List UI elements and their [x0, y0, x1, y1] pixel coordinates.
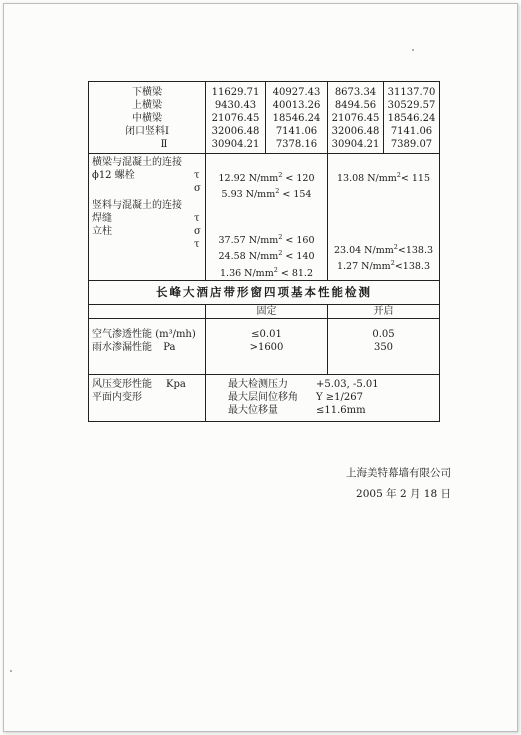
member-value: 40927.43: [272, 87, 321, 98]
stress-symbol: τ: [194, 213, 200, 224]
unit-exponent: 2: [278, 171, 283, 179]
wind-label: 风压变形性能: [92, 378, 152, 390]
members-col-4: [384, 82, 440, 154]
member-value: 11629.71: [211, 87, 260, 98]
member-value: 32006.48: [211, 126, 260, 137]
air-unit: (m³/mh): [155, 328, 196, 340]
unit-exponent: 2: [273, 265, 278, 274]
member-value: 21076.45: [211, 113, 260, 124]
member-value: 7378.16: [275, 139, 318, 150]
stress-limit: < 115: [400, 173, 430, 185]
connection-label: 竖料与混凝土的连接: [92, 200, 182, 211]
stress-limit: <138.3: [397, 245, 434, 257]
member-value: 32006.48: [331, 126, 380, 137]
inplane-label: 平面内变形: [92, 391, 142, 403]
connection-label: 焊缝: [92, 213, 112, 224]
performance-title: 长峰大酒店带形窗四项基本性能检测: [89, 280, 440, 304]
stress-limit: < 160: [282, 235, 315, 247]
speck: [10, 670, 12, 672]
member-value: 7141.06: [390, 126, 433, 137]
wind-unit: Kpa: [166, 378, 186, 390]
air-water-fixed: [206, 318, 328, 374]
member-value: 7141.06: [275, 126, 318, 137]
air-water-row: [89, 318, 440, 374]
wind-metric: 最大层间位移角: [228, 391, 298, 403]
stress-value: 13.08 N/mm: [336, 173, 397, 185]
member-value: 31137.70: [387, 87, 436, 98]
performance-header-row: [89, 304, 440, 318]
connection-label: ϕ12 螺栓: [92, 170, 135, 181]
stress-symbol: σ: [194, 226, 201, 237]
stress-symbol: τ: [194, 170, 200, 181]
air-water-labels: [89, 318, 206, 374]
member-value: 30904.21: [331, 139, 380, 150]
wind-labels: [89, 374, 206, 421]
signature-block: [331, 463, 451, 505]
stress-limit: < 154: [279, 189, 312, 201]
member-value: 8673.34: [334, 87, 377, 98]
fixed-water-value: >1600: [249, 341, 284, 353]
member-value: 18546.24: [272, 113, 321, 124]
performance-title-row: [89, 280, 440, 304]
member-label: Ⅱ: [160, 139, 168, 150]
wind-value: Y ≥1/267: [316, 391, 363, 403]
stress-symbol: σ: [194, 183, 201, 194]
header-fixed: 固定: [206, 304, 328, 318]
wind-value: ≤11.6mm: [316, 404, 366, 416]
member-value: 9430.43: [214, 100, 257, 111]
stress-limit: < 140: [282, 251, 315, 263]
connection-label: 立柱: [92, 226, 112, 237]
wind-metric: 最大位移量: [228, 404, 278, 416]
member-label: 上横梁: [132, 100, 162, 111]
unit-exponent: 2: [393, 243, 398, 252]
signature-date: 2005 年 2 月 18 日: [356, 488, 451, 500]
stress-value: 1.36 N/mm: [220, 267, 274, 279]
connections-fixed: [206, 154, 328, 281]
wind-row: [89, 374, 440, 421]
member-label: 下横梁: [132, 87, 162, 98]
unit-exponent: 2: [396, 171, 401, 179]
member-value: 8494.56: [334, 100, 377, 111]
member-label: 中横梁: [132, 113, 162, 124]
stress-limit: < 81.2: [277, 267, 313, 279]
water-label: 雨水渗漏性能: [92, 341, 152, 353]
members-col-3: [328, 82, 384, 154]
members-col-1: [206, 82, 266, 154]
wind-metric: 最大检测压力: [228, 378, 288, 390]
connection-label: 横梁与混凝土的连接: [92, 157, 182, 168]
member-value: 18546.24: [387, 113, 436, 124]
header-open: 开启: [328, 304, 440, 318]
member-value: 40013.26: [272, 100, 321, 111]
water-unit: Pa: [163, 341, 176, 353]
stress-limit: <138.3: [394, 261, 430, 273]
member-value: 30529.57: [387, 100, 436, 111]
stress-value: 5.93 N/mm: [221, 189, 276, 201]
members-section: [89, 82, 440, 154]
unit-exponent: 2: [278, 249, 283, 258]
stress-value: 1.27 N/mm: [336, 261, 391, 273]
connections-labels: [89, 154, 206, 281]
report-table: [88, 81, 440, 422]
speck: [412, 49, 414, 51]
member-label: 闭口竖料Ⅰ: [125, 126, 169, 137]
member-value: 7389.07: [390, 139, 433, 150]
members-col-2: [266, 82, 328, 154]
fixed-air-value: ≤0.01: [251, 328, 282, 340]
wind-results: [206, 374, 440, 421]
stress-value: 24.58 N/mm: [218, 251, 279, 263]
members-labels: [89, 82, 206, 154]
unit-exponent: 2: [390, 259, 395, 268]
connections-open: [328, 154, 440, 281]
unit-exponent: 2: [278, 233, 283, 242]
company-name: 上海美特幕墙有限公司: [346, 467, 451, 479]
air-label: 空气渗透性能: [92, 328, 152, 340]
wind-value: +5.03, -5.01: [316, 378, 379, 390]
stress-value: 37.57 N/mm: [218, 235, 279, 247]
member-value: 30904.21: [211, 139, 260, 150]
air-water-open: [328, 318, 440, 374]
open-water-value: 350: [373, 341, 394, 353]
unit-exponent: 2: [275, 187, 280, 196]
stress-symbol: τ: [194, 239, 200, 250]
stress-value: 23.04 N/mm: [333, 245, 394, 257]
header-blank: [89, 304, 206, 318]
stress-limit: < 120: [282, 173, 315, 185]
open-air-value: 0.05: [372, 328, 395, 340]
connections-section: [89, 154, 440, 281]
member-value: 21076.45: [331, 113, 380, 124]
stress-value: 12.92 N/mm: [218, 173, 279, 185]
